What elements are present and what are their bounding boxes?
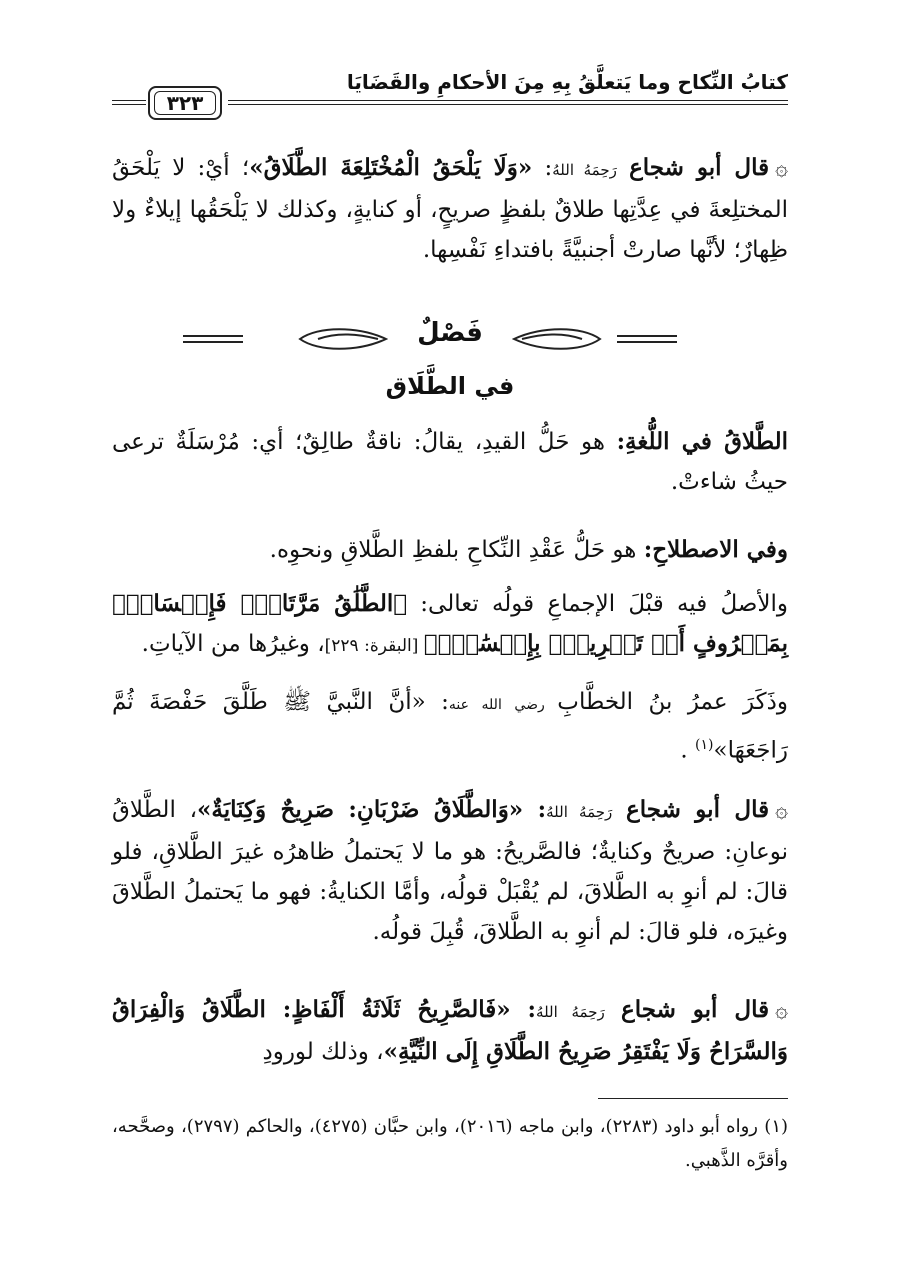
body-text: . xyxy=(680,737,696,764)
honorific: رَحِمَهُ اللهُ xyxy=(546,803,613,821)
paragraph-6 xyxy=(112,790,788,952)
section-divider xyxy=(112,318,788,358)
paragraph-marker-icon: ۞ xyxy=(775,156,788,181)
speaker-name: قال أبو شجاع xyxy=(620,996,770,1023)
paragraph-2 xyxy=(112,422,788,502)
header-rule xyxy=(112,100,146,101)
matn-quote: : «وَالطَّلَاقُ ضَرْبَانِ: صَرِيحٌ وَكِنَايَةٌ» xyxy=(197,796,547,823)
verse-reference: [البقرة: ٢٢٩] xyxy=(324,636,424,656)
header-rule xyxy=(112,104,146,105)
footnote: (١) رواه أبو داود (٢٢٨٣)، وابن ماجه (٢٠١٦)، وابن حبَّان (٤٢٧٥)، والحاكم (٢٧٩٧)، وصحَّحه، وأقرَّه الذَّهبي. xyxy=(112,1116,789,1171)
term-heading: الطَّلاقُ في اللُّغةِ: xyxy=(616,428,788,455)
paragraph-marker-icon: ۞ xyxy=(775,798,788,823)
footnote-separator xyxy=(598,1098,788,1099)
speaker-name: قال أبو شجاع xyxy=(626,796,770,823)
header-rule xyxy=(228,104,788,105)
page-number-frame xyxy=(148,86,222,120)
term-heading: وفي الاصطلاحِ: xyxy=(643,536,788,563)
commentary-text: ، الطَّلاقُ نوعانِ: صريحٌ وكنايةٌ؛ فالصَّريحُ: هو ما لا يَحتملُ ظاهرُه غيرَ الطَّلاقِ، فلو قالَ: لم أنوِ به الطَّلاقَ، لم يُقْبَلْ قولُه، وأمَّا الكنايةُ: فهو ما يَحتملُ الطَّلاقَ وغيرَه، فلو قالَ: لم أنوِ به الطَّلاقَ، قُبِلَ قولُه. xyxy=(112,797,788,945)
body-text: وذَكَرَ عمرُ بنُ الخطَّابِ xyxy=(557,689,788,715)
paragraph-marker-icon: ۞ xyxy=(775,998,788,1023)
honorific: رَحِمَهُ اللهُ xyxy=(536,1003,605,1021)
honorific: رضي الله عنه xyxy=(448,697,558,713)
definition-text: هو حَلُّ القيدِ، يقالُ: ناقةٌ طالِقٌ؛ أي: مُرْسَلَةٌ ترعى حيثُ شاءتْ. xyxy=(112,429,788,495)
running-title: كتابُ النِّكاح وما يَتعلَّقُ بِهِ مِنَ الأحكامِ والقَضَايَا xyxy=(346,70,788,94)
ornament-line xyxy=(617,341,677,343)
page-number: ٣٢٣ xyxy=(154,91,216,115)
section-title: في الطَّلَاق xyxy=(385,372,515,400)
paragraph-3 xyxy=(112,530,788,570)
matn-quote: «وَلَا يَلْحَقُ الْمُخْتَلِعَةَ الطَّلَاقُ» xyxy=(249,154,533,181)
paragraph-5 xyxy=(112,682,788,771)
commentary-text: ، وذلك لورودِ xyxy=(262,1039,384,1065)
matn-quote: : «فَالصَّرِيحُ ثَلَاثَةُ أَلْفَاظٍ: الطَّلَاقُ وَالْفِرَاقُ وَالسَّرَاحُ وَلَا يَفْتَقِرُ صَرِيحُ الطَّلَاقِ إِلَى النِّيَّةِ» xyxy=(112,996,788,1065)
fasl-title: فَصْلٌ xyxy=(417,318,483,348)
ornament-swash-icon xyxy=(512,324,602,354)
body-text: ، وغيرُها من الآياتِ. xyxy=(141,631,325,657)
ornament-line xyxy=(617,335,677,337)
header-rule xyxy=(228,100,788,101)
commentary-text: ؛ أيْ: لا يَلْحَقُ المختلِعةَ في عِدَّتِها طلاقٌ بلفظٍ صريحٍ، أو كنايةٍ، وكذلك لا يَلْحَقُها إيلاءٌ ولا ظِهارٌ؛ لأنَّها صارتْ أجنبيَّةً بافتداءِ نَفْسِها. xyxy=(112,155,788,263)
footnote-marker[interactable]: (١) xyxy=(695,737,714,753)
definition-text: هو حَلُّ عَقْدِ النِّكاحِ بلفظِ الطَّلاقِ ونحوِه. xyxy=(269,537,644,563)
honorific: رَحِمَهُ اللهُ xyxy=(552,161,617,179)
body-text: والأصلُ فيه قبْلَ الإجماعِ قولُه تعالى: xyxy=(407,591,788,617)
hadith-quote: : «أنَّ النَّبيَّ ﷺ طَلَّقَ حَفْصَةَ ثُمَّ رَاجَعَهَا» xyxy=(112,689,788,764)
paragraph-1: ۞قال أبو شجاع رَحِمَهُ اللهُ: «وَلَا يَلْحَقُ الْمُخْتَلِعَةَ الطَّلَاقُ»؛ أيْ: لا يَلْحَقُ المختلِعةَ في عِدَّتِها طلاقٌ بلفظٍ صريحٍ، أو كنايةٍ، وكذلك لا يَلْحَقُها إيلاءٌ ولا ظِهارٌ؛ لأنَّها صارتْ أجنبيَّةً بافتداءِ نَفْسِها. xyxy=(112,154,788,263)
paragraph-4 xyxy=(112,584,788,666)
speaker-name: قال أبو شجاع xyxy=(629,154,770,181)
quran-verse: ﴿الطَّلَٰقُ مَرَّتَانِۖ فَإِمۡسَاكُۢ بِمَعۡرُوفٍ أَوۡ تَسۡرِيحُۢ بِإِحۡسَٰنٖۗ﴾ xyxy=(112,590,788,657)
paragraph-7 xyxy=(112,990,788,1072)
